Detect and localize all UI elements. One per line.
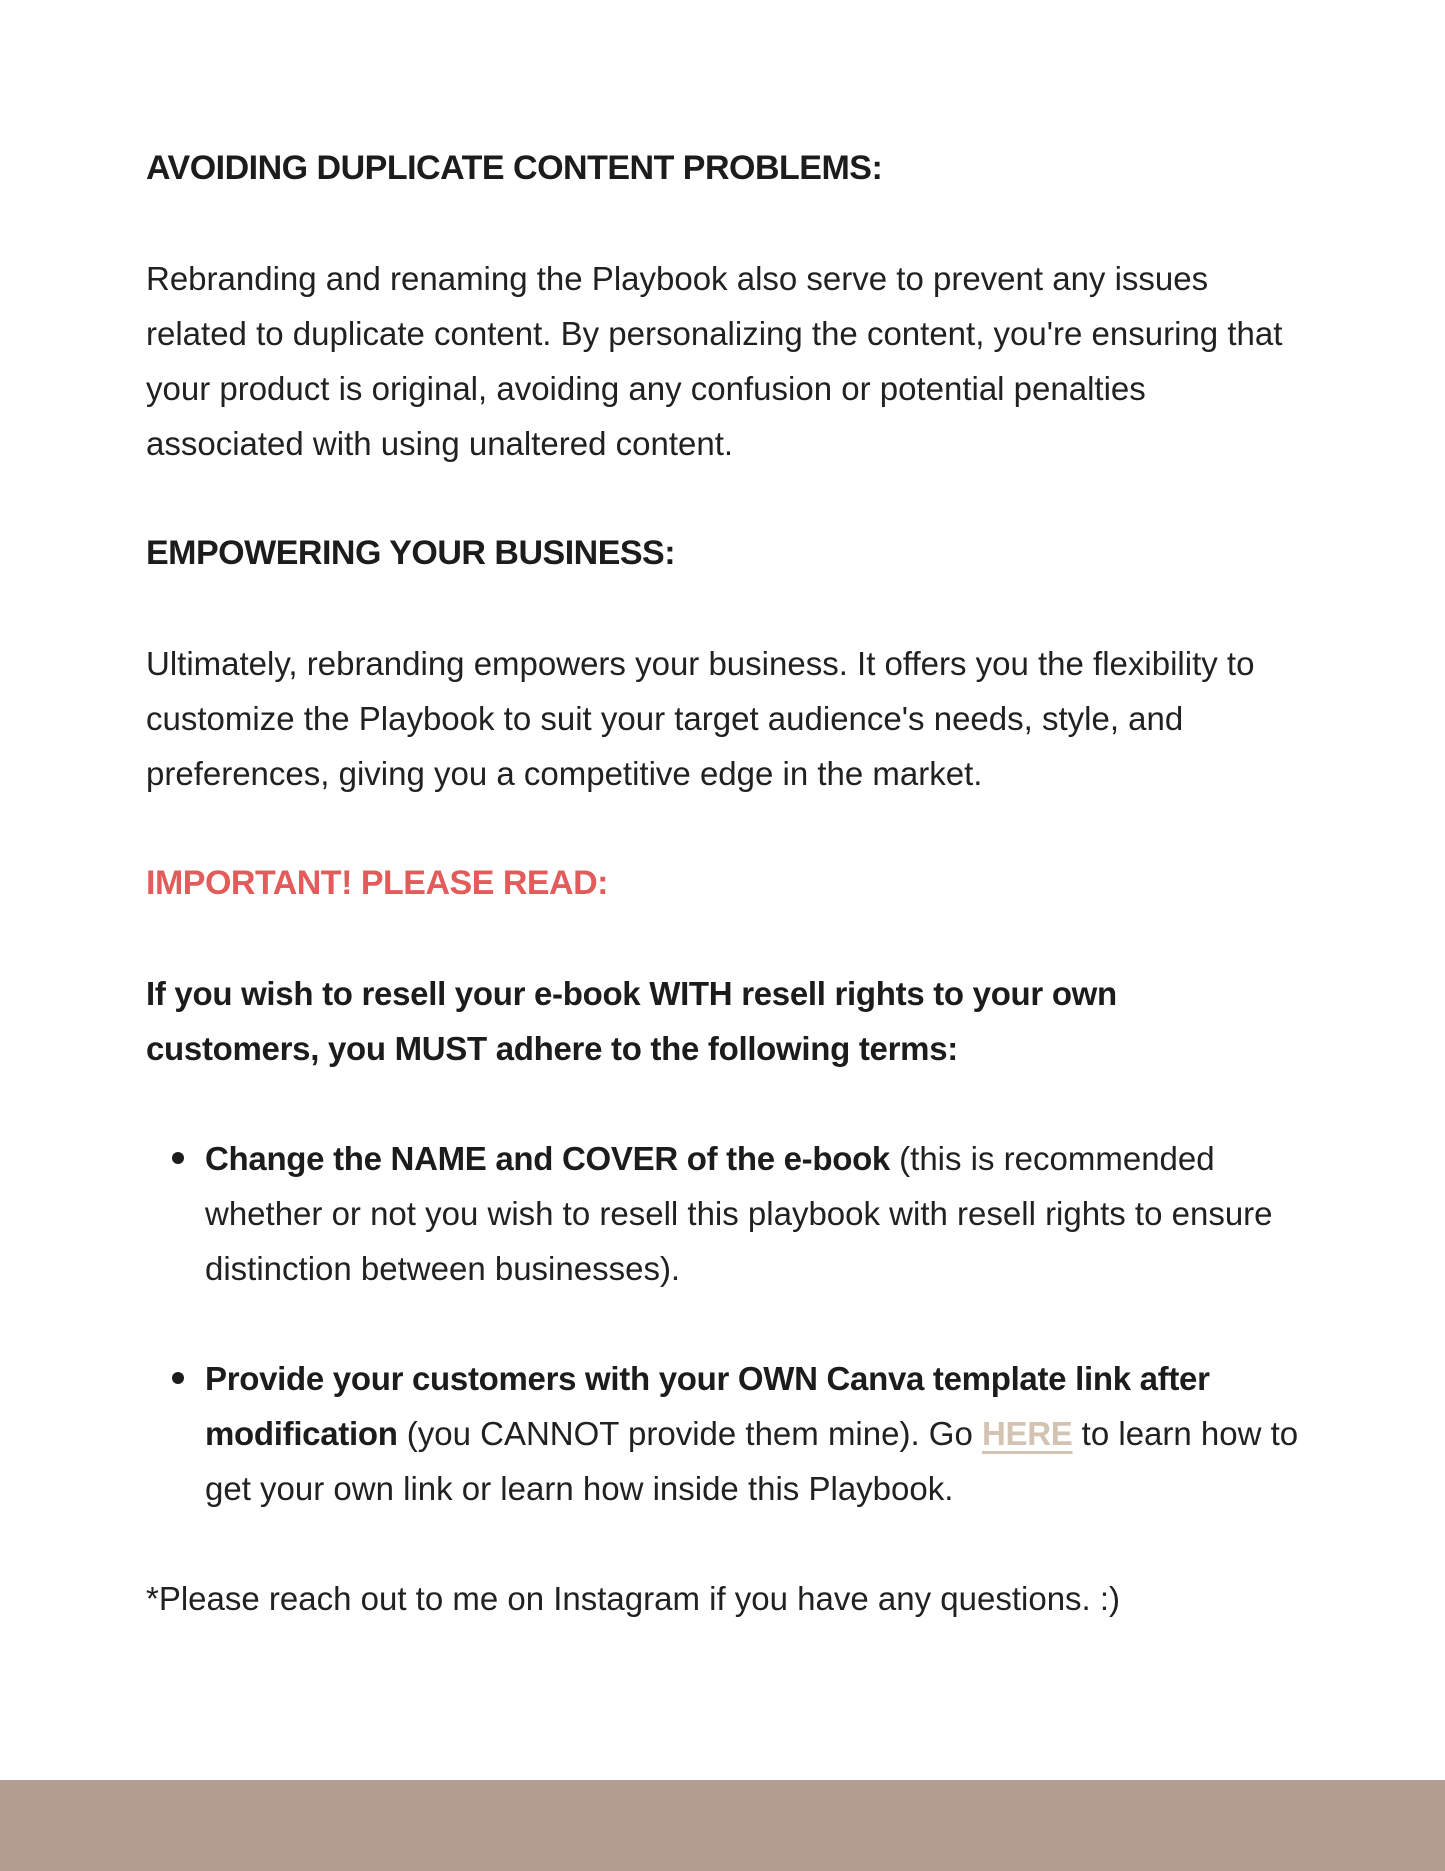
term-regular-text-end: to learn how to get your own link or learn how inside this Playbook.	[205, 1415, 1299, 1507]
resell-terms-list	[146, 1131, 1305, 1516]
term-regular-text: (you CANNOT provide them mine). Go	[397, 1415, 982, 1452]
footer-bar	[0, 1780, 1445, 1871]
term-bold-text: Provide your customers with your OWN Canva template link after modification	[205, 1360, 1210, 1452]
term-bold-text: Change the NAME and COVER of the e-book	[205, 1140, 890, 1177]
footnote-instagram: *Please reach out to me on Instagram if you have any questions. :)	[146, 1580, 1121, 1617]
here-link[interactable]: HERE	[982, 1415, 1073, 1452]
paragraph-empowering-business: Ultimately, rebranding empowers your business. It offers you the flexibility to customize the Playbook to suit your target audience's needs, style, and preferences, giving you a competitive edge in the market.	[146, 645, 1255, 792]
bullet-dot-icon	[172, 1152, 184, 1164]
heading-empowering-business: EMPOWERING YOUR BUSINESS:	[146, 534, 676, 572]
term-item-own-canva-link	[146, 1351, 1305, 1516]
bullet-dot-icon	[172, 1372, 184, 1384]
heading-avoiding-duplicate-content: AVOIDING DUPLICATE CONTENT PROBLEMS:	[146, 149, 883, 187]
term-item-change-name-cover	[146, 1131, 1305, 1296]
paragraph-resell-terms-intro: If you wish to resell your e-book WITH resell rights to your own customers, you MUST adhere to the following terms:	[146, 975, 1117, 1067]
paragraph-duplicate-content: Rebranding and renaming the Playbook also serve to prevent any issues related to duplicate content. By personalizing the content, you're ensuring that your product is original, avoiding any confusion or potential penalties associated with using unaltered content.	[146, 260, 1283, 462]
term-regular-text: (this is recommended whether or not you wish to resell this playbook with resell rights to ensure distinction between businesses).	[205, 1140, 1273, 1287]
heading-important-please-read: IMPORTANT! PLEASE READ:	[146, 864, 608, 902]
